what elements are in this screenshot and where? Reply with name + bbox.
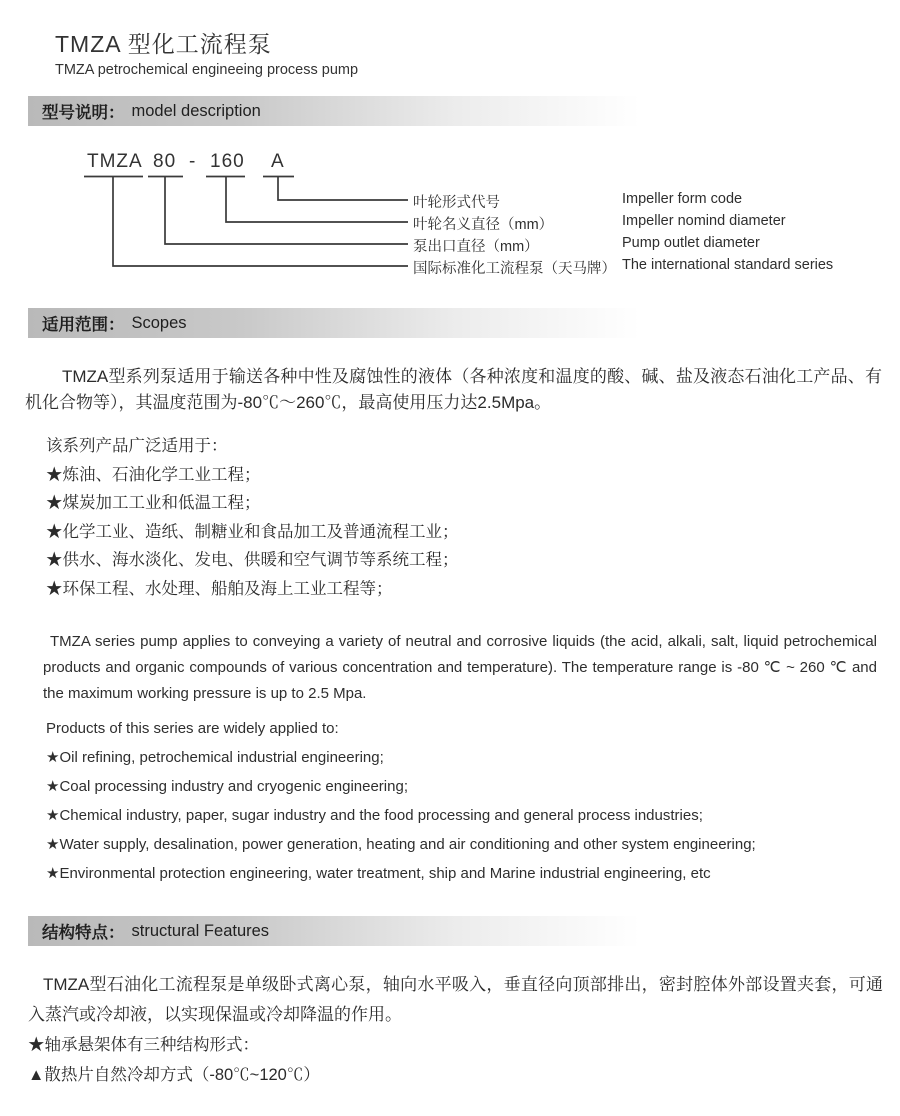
scopes-list-item-en: ★Chemical industry, paper, sugar industry and the food processing and general process industries; <box>46 807 703 824</box>
section-heading-zh: 结构特点： <box>42 924 125 942</box>
features-item-cooling: ▲散热片自然冷却方式（-80℃~120℃） <box>28 1066 320 1084</box>
diagram-label-en-outlet-diameter: Pump outlet diameter <box>622 235 760 251</box>
section-header-scopes <box>28 308 640 338</box>
scopes-list-item-zh: ★环保工程、水处理、船舶及海上工业工程等； <box>46 579 393 598</box>
diagram-label-en-impeller-form: Impeller form code <box>622 191 743 207</box>
section-heading-en: model description <box>131 101 261 120</box>
model-code-impeller-diameter: 160 <box>210 151 245 172</box>
scopes-list-zh <box>46 432 900 603</box>
scopes-list-item-en: ★Oil refining, petrochemical industrial engineering; <box>46 749 384 766</box>
diagram-label-zh-impeller-form: 叶轮形式代号 <box>413 195 500 211</box>
scopes-list-item-zh: ★供水、海水淡化、发电、供暖和空气调节等系统工程； <box>46 551 459 569</box>
scopes-list-item-zh: ★炼油、石油化学工业工程； <box>46 465 261 484</box>
scopes-paragraph-en: TMZA series pump applies to conveying a variety of neutral and corrosive liquids (the acid, alkali, salt, liquid petrochemical products and organic compounds of various concentration and temperature). The temperature range is -80 ℃ ~ 260 ℃ and the maximum working pressure is up to 2.5 Mpa. <box>43 633 877 702</box>
model-code-impeller-form: A <box>271 151 285 172</box>
scopes-list-item-zh: ★化学工业、造纸、制糖业和食品加工及普通流程工业； <box>46 522 459 541</box>
scopes-list-intro-zh: 该系列产品广泛适用于： <box>46 437 228 455</box>
diagram-label-en-standard-series: The international standard series <box>622 257 834 273</box>
diagram-label-zh-impeller-diameter: 叶轮名义直径（mm） <box>413 217 554 233</box>
scopes-list-intro-en: Products of this series are widely applied to: <box>46 720 339 737</box>
catalog-page <box>0 26 900 1116</box>
scopes-list-item-en: ★Coal processing industry and cryogenic engineering; <box>46 778 408 795</box>
model-code-series: TMZA <box>87 151 143 172</box>
scopes-paragraph-zh: TMZA型系列泵适用于输送各种中性及腐蚀性的液体（各种浓度和温度的酸、碱、盐及液态石油化工产品、有机化合物等），其温度范围为-80℃～260℃，最高使用压力达2.5Mpa。 <box>25 367 882 412</box>
model-code-outlet-diameter: 80 <box>153 151 177 172</box>
scopes-list-item-zh: ★煤炭加工工业和低温工程； <box>46 494 261 512</box>
section-header-model-description <box>28 96 640 126</box>
section-heading-en: structural Features <box>131 921 270 940</box>
page-subtitle: TMZA petrochemical engineeing process pump <box>55 62 359 78</box>
scopes-list-en <box>46 714 900 888</box>
scopes-list-item-en: ★Environmental protection engineering, water treatment, ship and Marine industrial engineering, etc <box>46 865 711 882</box>
section-header-structural-features <box>28 916 640 946</box>
features-paragraph-zh: TMZA型石油化工流程泵是单级卧式离心泵，轴向水平吸入，垂直径向顶部排出，密封腔体外部设置夹套，可通入蒸汽或冷却液，以实现保温或冷却降温的作用。 <box>28 975 883 1024</box>
page-title: TMZA 型化工流程泵 <box>55 31 272 57</box>
section-heading-en: Scopes <box>131 313 187 332</box>
section-heading-zh: 适用范围： <box>42 316 125 334</box>
model-code-separator: - <box>189 151 197 172</box>
diagram-label-zh-standard-series: 国际标准化工流程泵（天马牌） <box>413 261 616 277</box>
features-item-bearing: ★轴承悬架体有三种结构形式： <box>28 1036 259 1054</box>
diagram-label-zh-outlet-diameter: 泵出口直径（mm） <box>413 239 539 255</box>
model-code-diagram <box>0 126 900 286</box>
scopes-list-item-en: ★Water supply, desalination, power generation, heating and air conditioning and other system engineering; <box>46 836 756 853</box>
page-header <box>0 26 900 78</box>
diagram-label-en-impeller-diameter: Impeller nomind diameter <box>622 213 786 229</box>
section-heading-zh: 型号说明： <box>42 104 125 122</box>
